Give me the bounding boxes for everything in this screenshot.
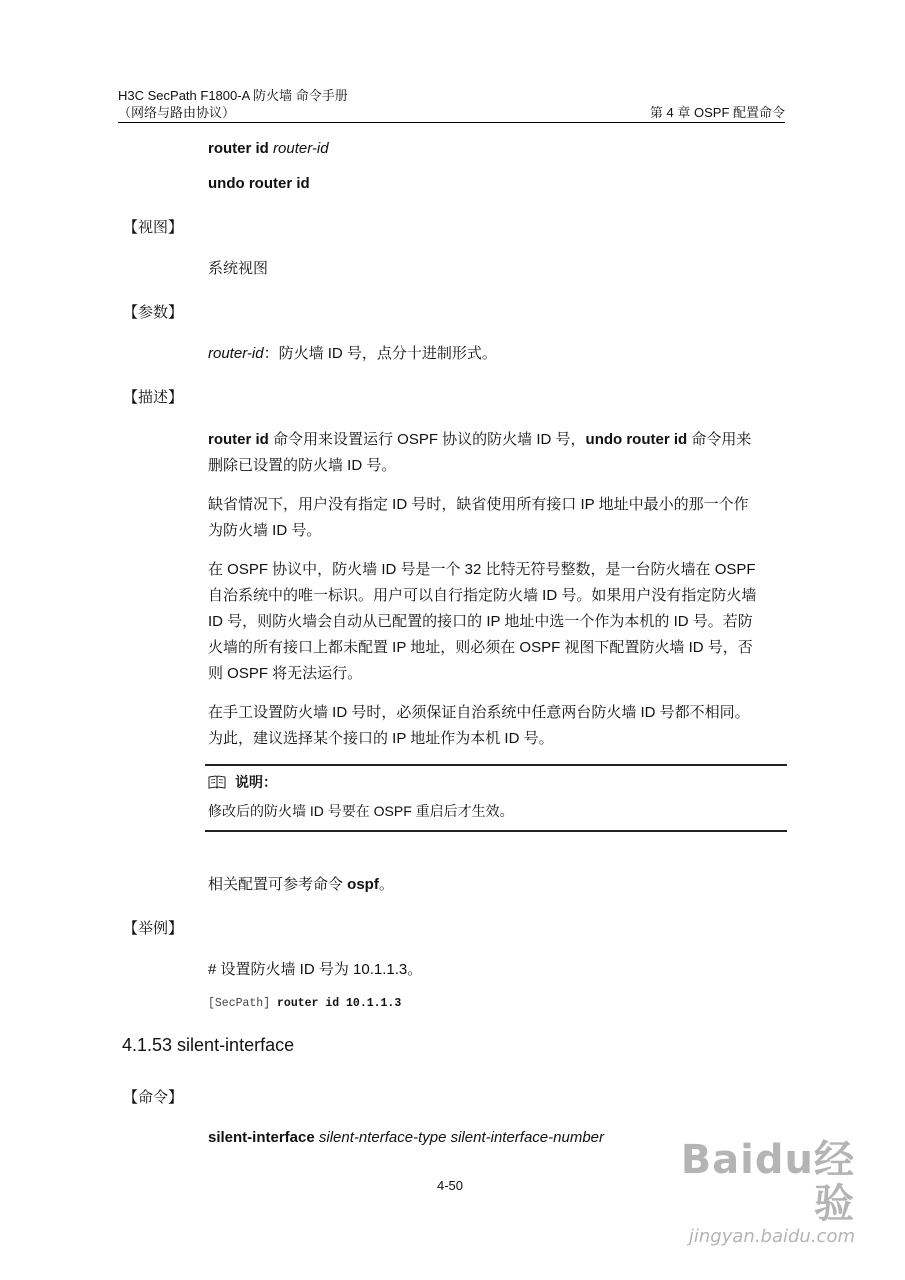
note-text: 修改后的防火墙 ID 号要在 OSPF 重启后才生效。 <box>208 803 514 819</box>
desc-p3-line4: 火墙的所有接口上都未配置 IP 地址，则必须在 OSPF 视图下配置防火墙 ID 号，否 <box>208 639 753 656</box>
desc-p3-line5: 则 OSPF 将无法运行。 <box>208 665 363 682</box>
related-line <box>208 872 786 898</box>
header-subtitle: （网络与路由协议） <box>118 105 236 120</box>
related-end: 。 <box>378 876 394 893</box>
desc-p1-text2: 命令用来 <box>687 431 752 448</box>
desc-p3-line2: 自治系统中的唯一标识。用户可以自行指定防火墙 ID 号。如果用户没有指定防火墙 <box>208 587 757 604</box>
desc-p2-line1: 缺省情况下，用户没有指定 ID 号时，缺省使用所有接口 IP 地址中最小的那一个作 <box>208 496 749 513</box>
param-desc: ：防火墙 ID 号，点分十进制形式。 <box>263 345 497 362</box>
view-text: 系统视图 <box>208 260 269 277</box>
section-syntax-params: silent-nterface-type silent-interface-number <box>314 1129 604 1146</box>
desc-p1-cmd1: router id <box>208 431 269 448</box>
syntax-line-1 <box>208 136 786 162</box>
header-title: H3C SecPath F1800-A 防火墙 命令手册 <box>118 88 348 103</box>
command-heading: 【命令】 <box>123 1089 184 1106</box>
note-bottom-rule <box>205 830 787 832</box>
syntax-cmd-keyword: router id <box>208 140 269 157</box>
params-line <box>208 341 786 367</box>
desc-p4-line1: 在手工设置防火墙 ID 号时，必须保证自治系统中任意两台防火墙 ID 号都不相同。 <box>208 704 750 721</box>
desc-p3-line3: ID 号，则防火墙会自动从已配置的接口的 IP 地址中选一个作为本机的 ID 号。若防 <box>208 613 753 630</box>
example-code <box>208 996 401 1012</box>
code-command: router id 10.1.1.3 <box>277 997 402 1010</box>
desc-p2-line2: 为防火墙 ID 号。 <box>208 522 322 539</box>
desc-p4-line2: 为此，建议选择某个接口的 IP 地址作为本机 ID 号。 <box>208 730 554 747</box>
related-text: 相关配置可参考命令 <box>208 876 348 893</box>
note-label: 说明： <box>235 774 277 790</box>
code-prompt: [SecPath] <box>208 997 278 1010</box>
description-heading: 【描述】 <box>123 389 184 406</box>
desc-p1-line1 <box>208 427 786 453</box>
view-heading: 【视图】 <box>123 219 184 236</box>
desc-p1-line2: 删除已设置的防火墙 ID 号。 <box>208 457 397 474</box>
related-cmd: ospf <box>347 876 379 893</box>
example-heading: 【举例】 <box>123 920 184 937</box>
header-chapter: 第 4 章 OSPF 配置命令 <box>649 105 785 120</box>
baidu-watermark <box>655 1137 855 1247</box>
watermark-logo: Baidu经验 <box>680 1137 855 1227</box>
page-number: 4-50 <box>437 1178 464 1193</box>
section-syntax-keyword: silent-interface <box>208 1129 315 1146</box>
desc-p1-cmd2: undo router id <box>585 431 688 448</box>
book-icon <box>208 775 226 789</box>
desc-p1-text1: 命令用来设置运行 OSPF 协议的防火墙 ID 号， <box>268 431 586 448</box>
syntax-line-2: undo router id <box>208 175 310 192</box>
syntax-cmd-param: router-id <box>273 140 329 157</box>
watermark-url: jingyan.baidu.com <box>688 1226 855 1247</box>
param-name: router-id <box>208 345 264 362</box>
desc-p3-line1: 在 OSPF 协议中，防火墙 ID 号是一个 32 比特无符号整数，是一台防火墙在 OSPF <box>208 561 756 578</box>
params-heading: 【参数】 <box>123 304 184 321</box>
header-rule <box>118 122 785 123</box>
section-title: 4.1.53 silent-interface <box>122 1035 295 1055</box>
note-top-rule <box>205 764 787 766</box>
example-comment: # 设置防火墙 ID 号为 10.1.1.3。 <box>208 961 423 978</box>
